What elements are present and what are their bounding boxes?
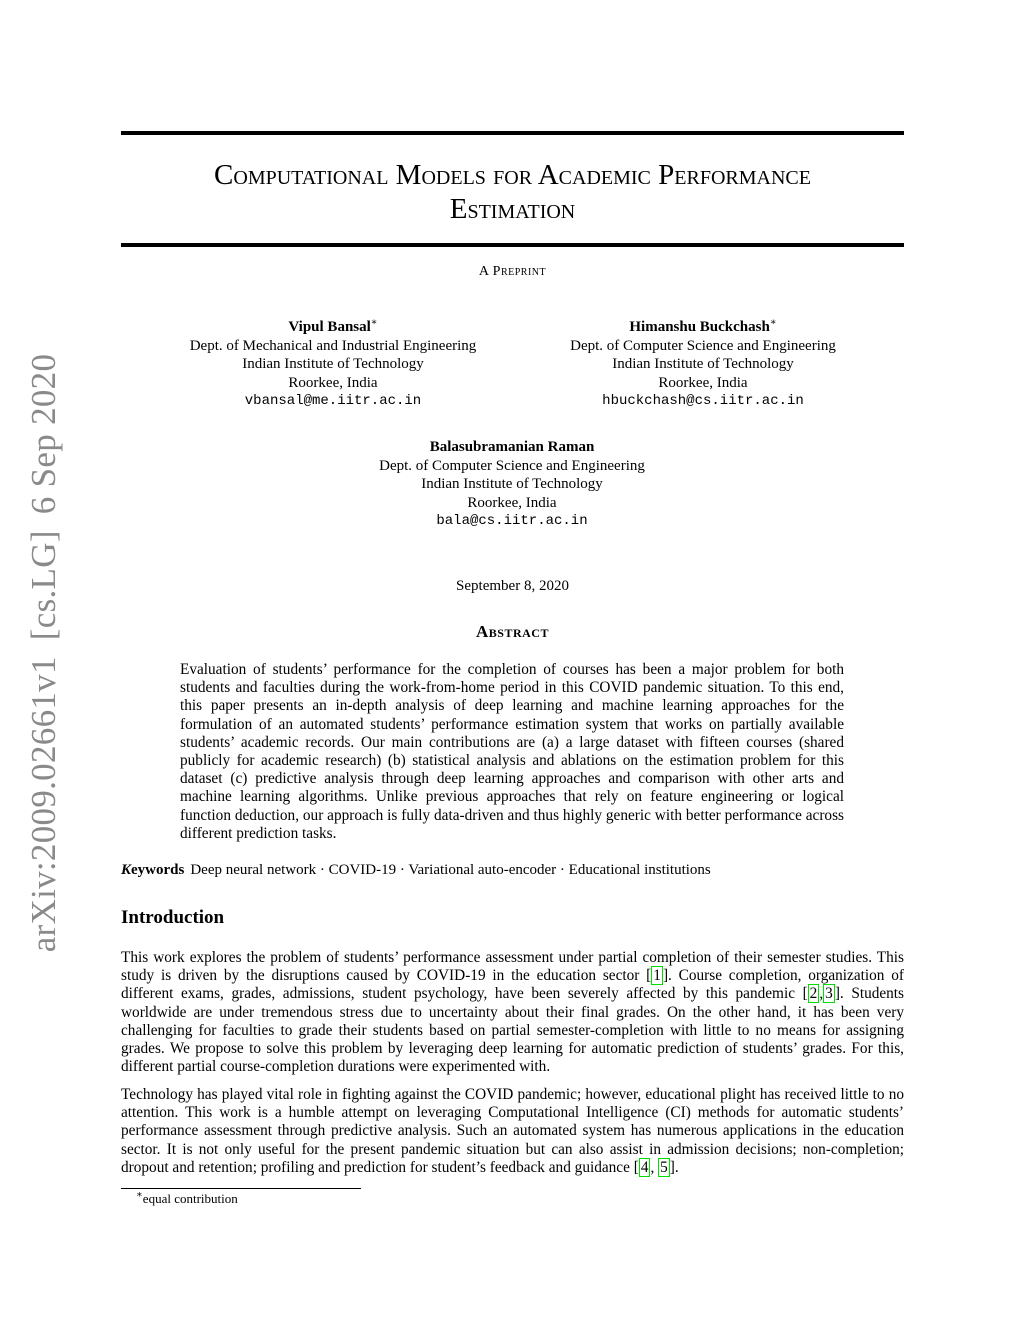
keywords-list: Deep neural network · COVID-19 · Variational auto-encoder · Educational institutions [190, 862, 711, 878]
author-dept: Dept. of Computer Science and Engineering [379, 457, 645, 474]
preprint-label: A Preprint [478, 264, 547, 279]
equal-contribution-mark: ∗ [370, 317, 378, 328]
author-block-3 [312, 438, 712, 531]
footnote [136, 1191, 238, 1207]
citation-link[interactable]: 4 [640, 1158, 649, 1176]
title-line-2: Estimation [449, 193, 576, 225]
author-dept: Dept. of Computer Science and Engineering [570, 337, 836, 354]
author-institute: Indian Institute of Technology [421, 476, 603, 492]
author-block-2 [493, 318, 913, 411]
author-institute: Indian Institute of Technology [612, 356, 794, 372]
intro-paragraph-1: This work explores the problem of students’ performance assessment under partial completion of their semester studies. This study is driven by the disruptions caused by COVID-19 in the education sector [ 1 ]. Course completion, organization of different exams, grades, admissions, student psychology, have been severely affected by this pandemic [ 2 , 3 ]. Students worldwide are under tremendous stress due to uncertainty about their final grades. On the other hand, it has been very challenging for faculties to grade their students based on partial semester-completion with little to no means for assigning grades. We propose to solve this problem by leveraging deep learning for automatic prediction of students’ grades. For this, different partial course-completion durations were experimented with. [121, 949, 905, 1076]
arxiv-stamp [24, 338, 64, 953]
author-name: Himanshu Buckchash [629, 319, 770, 335]
author-email[interactable]: vbansal@me.iitr.ac.in [244, 393, 422, 409]
keywords [121, 862, 711, 879]
author-location: Roorkee, India [658, 374, 748, 391]
citation-link[interactable]: 2 [809, 985, 818, 1003]
abstract-heading: Abstract [476, 622, 549, 641]
title-top-rule [121, 131, 904, 135]
author-name: Balasubramanian Raman [429, 439, 595, 455]
author-block-1 [133, 318, 533, 411]
footnote-mark: ∗ [136, 1189, 143, 1201]
author-location: Roorkee, India [467, 494, 557, 511]
arxiv-id: arXiv:2009.02661v1 [24, 656, 63, 953]
equal-contribution-mark: ∗ [769, 317, 777, 328]
footnote-divider [121, 1188, 361, 1189]
author-dept: Dept. of Mechanical and Industrial Engineering [189, 337, 477, 354]
author-email[interactable]: bala@cs.iitr.ac.in [436, 513, 588, 529]
author-institute: Indian Institute of Technology [242, 356, 424, 372]
arxiv-date: 6 Sep 2020 [24, 353, 63, 515]
citation-link[interactable]: 3 [825, 985, 833, 1003]
author-location: Roorkee, India [288, 374, 378, 391]
citation-link[interactable]: 1 [653, 967, 661, 985]
abstract-text: Evaluation of students’ performance for the completion of courses has been a major problem for both students and faculties during the work-from-home period in this COVID pandemic situation. To this end, this paper presents an in-depth analysis of deep learning and machine learning approaches for the formulation of an automated students’ performance estimation system that works on partially available students’ academic records. Our main contributions are (a) a large dataset with fifteen courses (shared publicly for academic research) (b) statistical analysis and ablations on the estimation problem for this dataset (c) predictive analysis through deep learning approaches and comparison with other arts and machine learning algorithms. Unlike previous approaches that rely on feature engineering or logical function deduction, our approach is fully data-driven and thus highly generic with better performance across different prediction tasks. [180, 661, 844, 842]
keywords-label: Keywords [121, 862, 185, 878]
arxiv-category: [cs.LG] [24, 530, 63, 641]
paper-title [121, 158, 904, 226]
section-heading-introduction: Introduction [121, 907, 225, 928]
paper-date: September 8, 2020 [456, 578, 569, 594]
title-line-1: Computational Models for Academic Performance [214, 159, 811, 191]
title-bottom-rule [121, 243, 904, 247]
intro-paragraph-2: Technology has played vital role in fighting against the COVID pandemic; however, educational plight has received little to no attention. This work is a humble attempt on leveraging Computational Intelligence (CI) methods for automatic students’ performance assessment through predictive analysis. Such an automated system has numerous applications in the education sector. It is not only useful for the present pandemic situation but can also assist in admission decisions; non-completion; dropout and retention; profiling and prediction for student’s feedback and guidance [ 4 , 5 ]. [121, 1086, 904, 1176]
footnote-text: equal contribution [142, 1191, 238, 1206]
author-name: Vipul Bansal [288, 319, 371, 335]
author-email[interactable]: hbuckchash@cs.iitr.ac.in [602, 393, 804, 409]
citation-link[interactable]: 5 [660, 1158, 668, 1176]
